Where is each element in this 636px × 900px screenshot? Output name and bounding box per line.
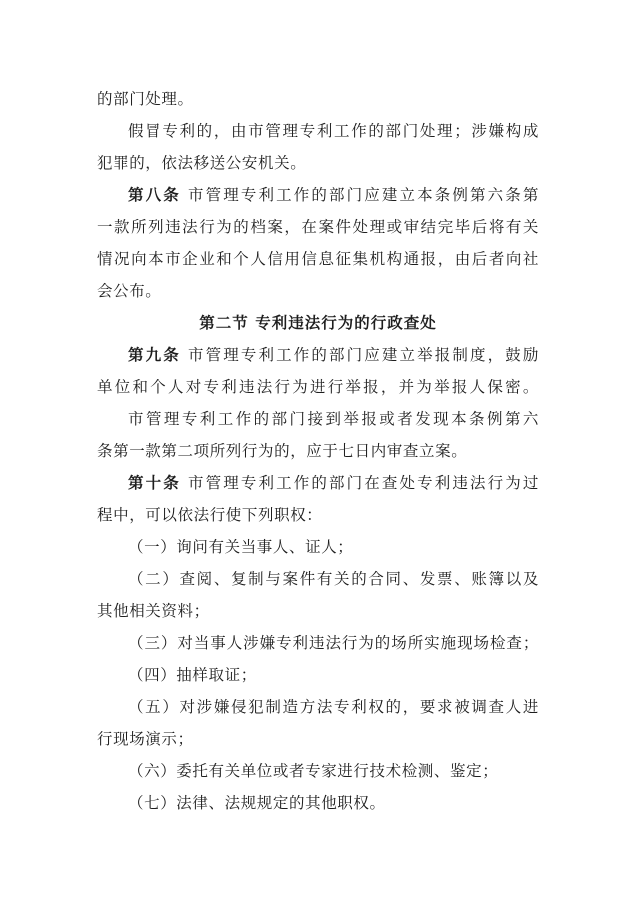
line-text: （一）询问有关当事人、证人； — [128, 538, 354, 556]
paragraph-line — [97, 499, 539, 531]
line-text: （四）抽样取证； — [128, 666, 257, 684]
line-text: 会公布。 — [97, 282, 162, 300]
line-text: 情况向本市企业和个人信用信息征集机构通报，由后者向社 — [97, 250, 539, 268]
paragraph-line — [97, 147, 539, 179]
list-item — [97, 531, 539, 563]
line-text: 市管理专利工作的部门应建立举报制度，鼓励 — [187, 346, 539, 364]
article-10-first-line — [97, 467, 539, 499]
line-text: 单位和个人对专利违法行为进行举报，并为举报人保密。 — [97, 378, 539, 396]
section-heading-text: 第二节 专利违法行为的行政查处 — [199, 314, 437, 332]
list-item — [97, 755, 539, 787]
line-text: 程中，可以依法行使下列职权： — [97, 506, 323, 524]
line-text: （三）对当事人涉嫌专利违法行为的场所实施现场检查； — [128, 634, 539, 652]
document-body — [97, 83, 539, 819]
list-item — [97, 659, 539, 691]
paragraph-line — [97, 275, 539, 307]
line-text: 的部门处理。 — [97, 90, 194, 108]
article-10-label: 第十条 — [128, 474, 181, 492]
article-9-label: 第九条 — [128, 346, 181, 364]
article-8-label: 第八条 — [128, 186, 181, 204]
line-text: 市管理专利工作的部门应建立本条例第六条第 — [187, 186, 539, 204]
line-text: 一款所列违法行为的档案，在案件处理或审结完毕后将有关 — [97, 218, 539, 236]
section-heading — [97, 307, 539, 339]
line-text: 条第一款第二项所列行为的，应于七日内审查立案。 — [97, 442, 468, 460]
paragraph-line — [97, 435, 539, 467]
paragraph-line — [97, 723, 539, 755]
line-text: 行现场演示； — [97, 730, 194, 748]
paragraph-line — [97, 595, 539, 627]
line-text: （二）查阅、复制与案件有关的合同、发票、账簿以及 — [128, 570, 539, 588]
list-item — [97, 787, 539, 819]
line-text: 犯罪的，依法移送公安机关。 — [97, 154, 307, 172]
line-text: 其他相关资料； — [97, 602, 210, 620]
article-8-first-line — [97, 179, 539, 211]
line-text: 市管理专利工作的部门在查处专利违法行为过 — [187, 474, 539, 492]
list-item — [97, 563, 539, 595]
paragraph-line — [97, 83, 539, 115]
paragraph-line — [97, 211, 539, 243]
line-text: 假冒专利的，由市管理专利工作的部门处理；涉嫌构成 — [128, 122, 539, 140]
paragraph-line — [97, 115, 539, 147]
list-item — [97, 691, 539, 723]
line-text: 市管理专利工作的部门接到举报或者发现本条例第六 — [128, 410, 539, 428]
article-9-first-line — [97, 339, 539, 371]
paragraph-line — [97, 371, 539, 403]
list-item — [97, 627, 539, 659]
paragraph-line — [97, 403, 539, 435]
line-text: （七）法律、法规规定的其他职权。 — [128, 794, 386, 812]
paragraph-line — [97, 243, 539, 275]
line-text: （五）对涉嫌侵犯制造方法专利权的，要求被调查人进 — [128, 698, 539, 716]
line-text: （六）委托有关单位或者专家进行技术检测、鉴定； — [128, 762, 499, 780]
